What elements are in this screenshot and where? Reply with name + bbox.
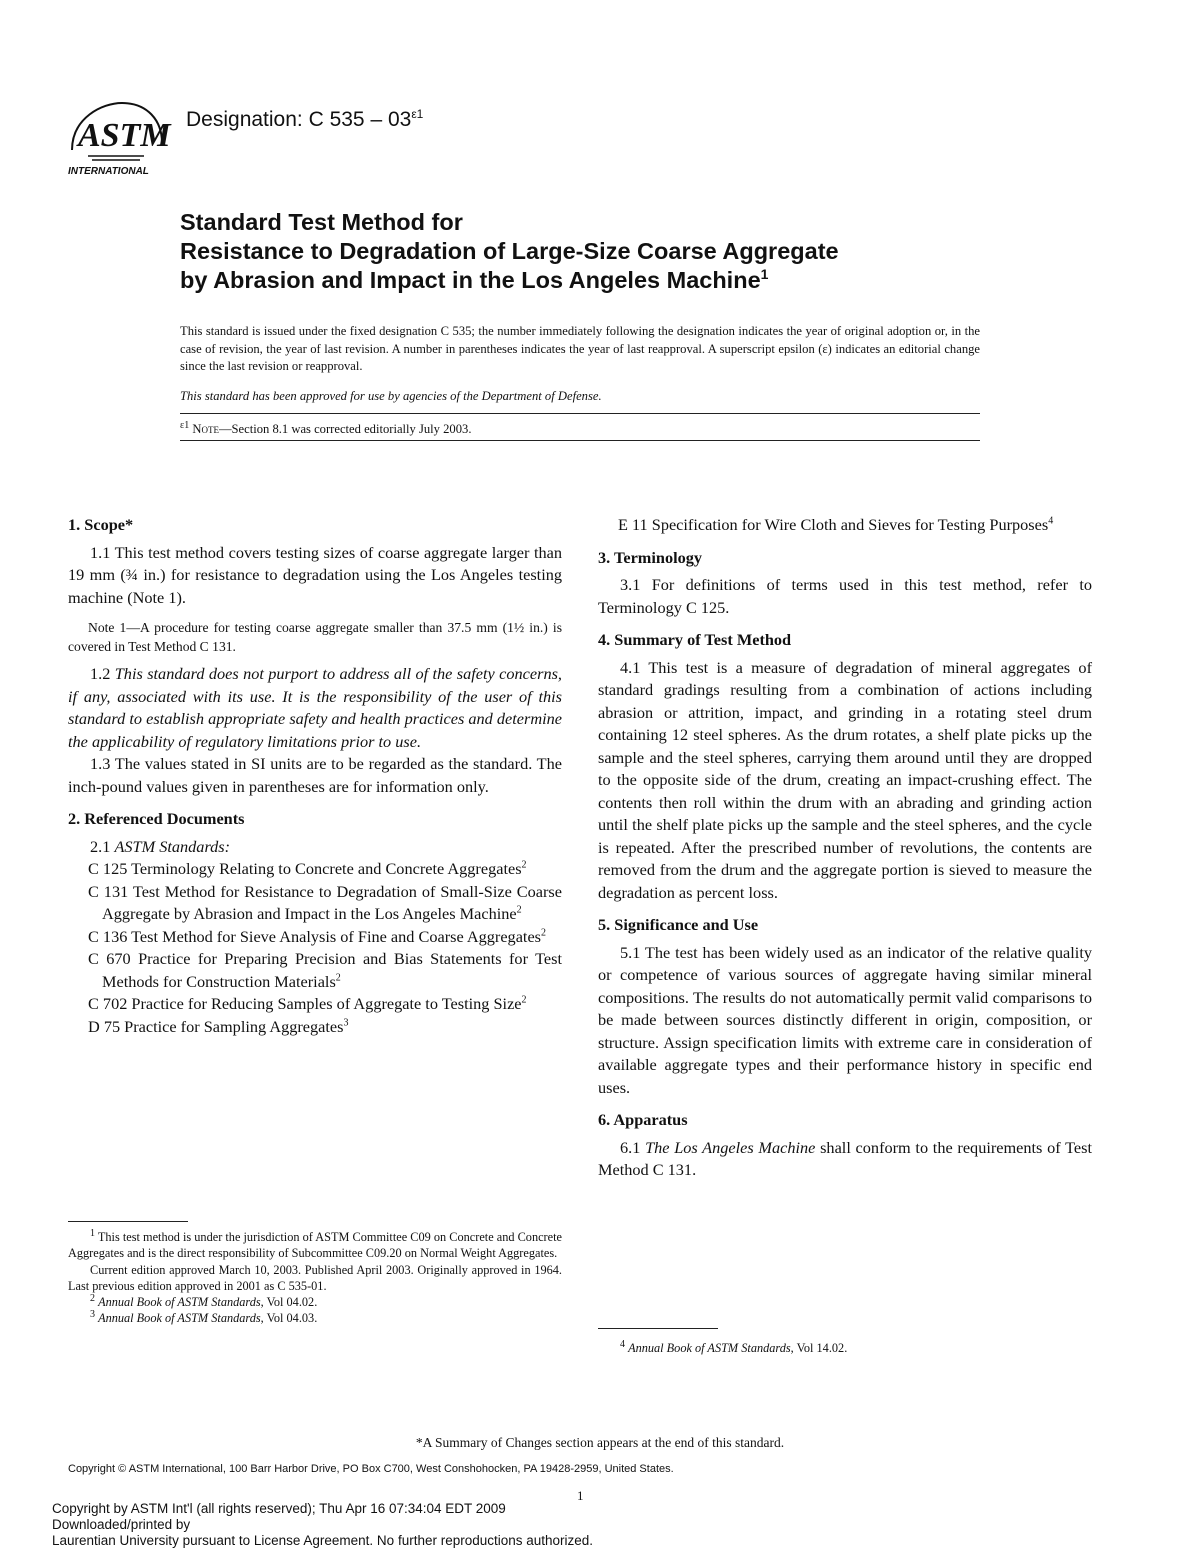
designation: Designation: C $535 - 03^{\varepsilon 1}$ [186, 107, 424, 131]
footnote-rule [598, 1328, 718, 1329]
summary-of-changes-note: *A Summary of Changes section appears at the end of this standard. [415, 1435, 785, 1450]
reference-item: D 75 Practice for Sampling Aggregates$^3$ [88, 1016, 349, 1036]
paragraph: 1.3 The values stated in SI units are to be regarded as the standard. The inch-pound values given in parentheses are for information only. [68, 754, 562, 796]
section-heading: 1. Scope* [68, 515, 134, 534]
copyright-line: Copyright © ASTM International, 100 Barr Harbor Drive, PO Box C700, West Conshohocken, PA 19428-2959, United States. [68, 1463, 674, 1475]
section-heading: 4. Summary of Test Method [598, 630, 792, 649]
right-column [598, 514, 1092, 1182]
note: Note 1—A procedure for testing coarse aggregate smaller than 37.5 mm (1½ in.) is covered in Test Method C 131. [68, 620, 562, 654]
paragraph: 6.1 The Los Angeles Machine shall conform to the requirements of Test Method C 131. [598, 1137, 1092, 1179]
footnote: $^3$ Annual Book of ASTM Standards, Vol 04.03. [90, 1309, 318, 1326]
reference-item: C 136 Test Method for Sieve Analysis of Fine and Coarse Aggregates$^2$ [88, 926, 547, 946]
svg-text:INTERNATIONAL: INTERNATIONAL [68, 166, 149, 177]
footnotes-right [598, 1340, 1092, 1356]
footnote: $^2$ Annual Book of ASTM Standards, Vol 04.02. [90, 1293, 318, 1310]
page-number: 1 [577, 1488, 584, 1503]
paragraph: 1.2 This standard does not purport to address all of the safety concerns, if any, associated with its use. It is the responsibility of the user of this standard to establish appropriate safety and health practices and determine the applicability of regulatory limitations prior to use. [68, 664, 562, 751]
paragraph: 5.1 The test has been widely used as an indicator of the relative quality or competence of various sources of aggregate having similar mineral compositions. The results do not automatically permit valid comparisons to be made between sources distinctly different in origin, composition, or structure. Assign specification limits with extreme care in consideration of available aggregate types and their performance history in specific end uses. [598, 942, 1092, 1097]
section-heading: 2. Referenced Documents [68, 809, 245, 828]
reference-item: C 702 Practice for Reducing Samples of Aggregate to Testing Size$^2$ [88, 994, 527, 1013]
divider [180, 440, 980, 441]
section-heading: 5. Significance and Use [598, 915, 759, 934]
footnote: $^1$ This test method is under the jurisdiction of ASTM Committee C09 on Concrete and Concrete Aggregates and is the direct responsibility of Subcommittee C09.20 on Normal Weight Aggregates. [68, 1227, 562, 1261]
dod-approval: This standard has been approved for use by agencies of the Department of Defense. [180, 389, 602, 403]
left-column [68, 514, 562, 1038]
footnotes-left [68, 1229, 562, 1327]
footnote-rule [68, 1221, 188, 1222]
paragraph: 2.1 ASTM Standards: [90, 836, 231, 856]
standard-notice: This standard is issued under the fixed designation C 535; the number immediately following the designation indicates the year of original adoption or, in the case of revision, the year of last revision. A number in parentheses indicates the year of last reapproval. A superscript epsilon (ε) indicates an editorial change since the last revision or reapproval. [180, 324, 980, 374]
astm-logo-icon [62, 98, 174, 178]
reference-item: C 131 Test Method for Resistance to Degradation of Small-Size Coarse Aggregate by Abrasion and Impact in the Los Angeles Machine$^2$ [88, 881, 562, 923]
editorial-note: $^{\varepsilon 1}$ Note—Section 8.1 was corrected editorially July 2003. [180, 419, 472, 436]
document-title: Standard Test Method for Resistance to Degradation of Large-Size Coarse Aggregate by Abrasion and Impact in the Los Angeles Machine$^1$ [180, 209, 839, 293]
section-heading: 3. Terminology [598, 547, 703, 567]
paragraph: 4.1 This test is a measure of degradation of mineral aggregates of standard gradings resulting from a combination of actions including abrasion or attrition, impact, and grinding in a rotating steel drum containing 12 steel spheres. As the drum rotates, a shelf plate picks up the sample and the steel spheres, carrying them around until they are dropped to the opposite side of the drum, creating an impact-crushing effect. The contents then roll within the drum with an abrading and grinding action until the shelf plate picks up the sample and the steel spheres, and the cycle is repeated. After the prescribed number of revolutions, the contents are removed from the drum and the aggregate portion is sieved to measure the degradation as percent loss. [598, 657, 1092, 902]
footnote: Current edition approved March 10, 2003. Published April 2003. Originally approved in 1964. Last previous edition approved in 2001 as C 535-01. [68, 1262, 562, 1293]
svg-text:ASTM: ASTM [78, 117, 171, 154]
reference-item: C 670 Practice for Preparing Precision and Bias Statements for Test Methods for Construction Materials$^2$ [88, 949, 562, 991]
footnote: $^4$ Annual Book of ASTM Standards, Vol 14.02. [620, 1338, 848, 1355]
astm-logo [62, 98, 174, 178]
reference-item: E 11 Specification for Wire Cloth and Sieves for Testing Purposes$^4$ [618, 515, 1054, 534]
section-heading: 6. Apparatus [598, 1110, 688, 1129]
divider [180, 413, 980, 414]
paragraph: 3.1 For definitions of terms used in this test method, refer to Terminology C 125. [598, 575, 1092, 617]
license-stamp: Copyright by ASTM Int'l (all rights reserved); Thu Apr 16 07:34:04 EDT 2009 Downloaded/printed by Laurentian University pursuant to License Agreement. No further reproductions authorized. [52, 1501, 594, 1548]
reference-item: C 125 Terminology Relating to Concrete and Concrete Aggregates$^2$ [88, 859, 527, 878]
paragraph: 1.1 This test method covers testing sizes of coarse aggregate larger than 19 mm (¾ in.) for resistance to degradation using the Los Angeles testing machine (Note 1). [68, 542, 562, 607]
